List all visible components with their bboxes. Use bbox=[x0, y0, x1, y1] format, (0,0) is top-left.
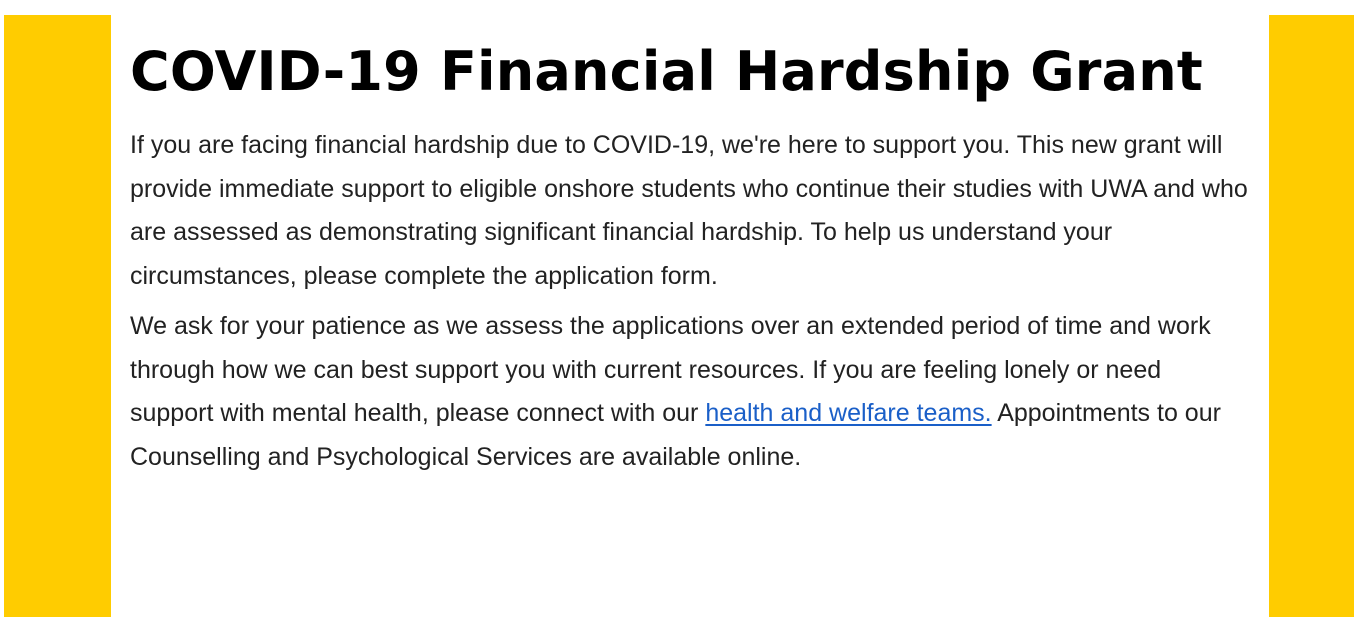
support-paragraph bbox=[130, 305, 1250, 479]
left-yellow-bar bbox=[4, 15, 111, 617]
support-paragraph-text-start: We ask for your patience as we assess the applications over an extended period of time and work through how we can best support you with current resources. If you are feeling lonely or need support with mental health, please connect with our bbox=[130, 312, 1211, 427]
support-paragraph-text-end: Appointments to our Counselling and Psychological Services are available online. bbox=[130, 399, 1221, 471]
right-yellow-bar bbox=[1269, 15, 1354, 617]
article-content bbox=[130, 36, 1250, 479]
intro-paragraph: If you are facing financial hardship due to COVID-19, we're here to support you. This new grant will provide immediate support to eligible onshore students who continue their studies with UWA and who are assessed as demonstrating significant financial hardship. To help us understand your circumstances, please complete the application form. bbox=[130, 131, 1248, 290]
health-welfare-teams-link[interactable]: health and welfare teams. bbox=[705, 399, 992, 427]
page-title: COVID-19 Financial Hardship Grant bbox=[130, 40, 1203, 103]
